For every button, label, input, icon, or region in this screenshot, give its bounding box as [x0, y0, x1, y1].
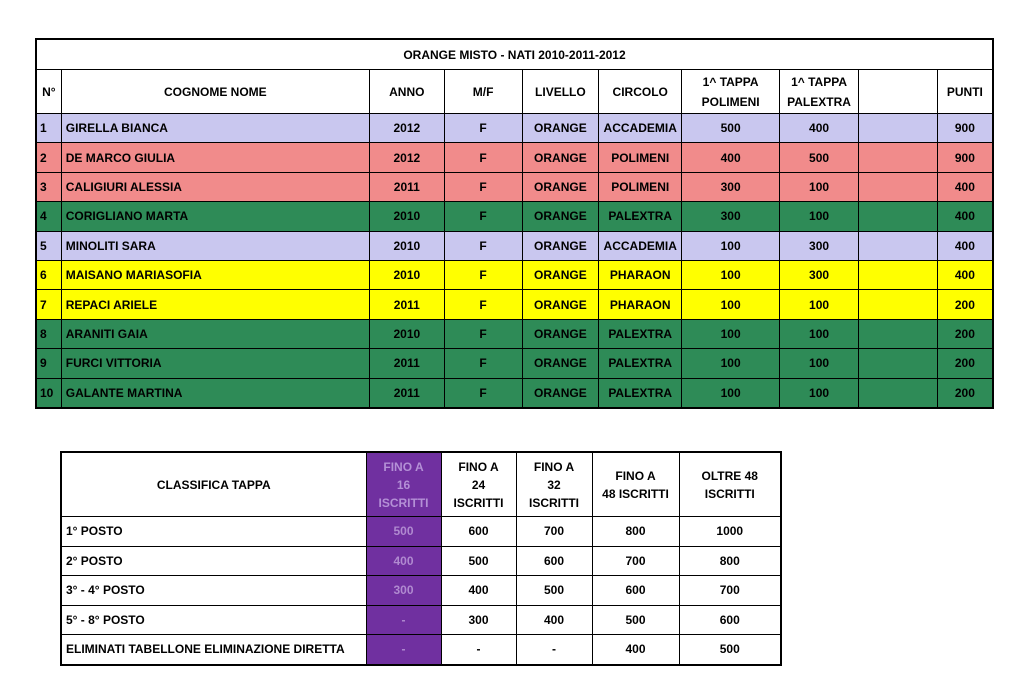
cell-position: 6 — [36, 260, 61, 289]
cell-stage1-points: 100 — [682, 290, 780, 319]
stage-header-16-line3: ISCRITTI — [378, 495, 429, 510]
ranking-row — [36, 290, 993, 319]
stage-header-16 — [366, 452, 441, 517]
cell-total-points: 200 — [937, 378, 993, 408]
ranking-row — [36, 202, 993, 231]
ranking-row — [36, 172, 993, 201]
cell-position: 5 — [36, 231, 61, 260]
cell-total-points: 400 — [937, 172, 993, 201]
cell-birth-year: 2011 — [369, 378, 444, 408]
header-sex: M/F — [444, 70, 522, 114]
stage-header-over48-line2: ISCRITTI — [704, 486, 755, 501]
stage-header-over48 — [679, 452, 781, 517]
cell-position: 4 — [36, 202, 61, 231]
header-stage2 — [780, 70, 859, 114]
ranking-row — [36, 378, 993, 408]
cell-blank — [858, 378, 937, 408]
cell-sex: F — [444, 143, 522, 172]
header-points: PUNTI — [937, 70, 993, 114]
header-stage2-line1: 1^ TAPPA — [791, 74, 847, 89]
cell-birth-year: 2010 — [369, 260, 444, 289]
cell-level: ORANGE — [522, 114, 599, 143]
cell-athlete-name: FURCI VITTORIA — [61, 349, 369, 378]
cell-position: 3 — [36, 172, 61, 201]
cell-stage1-points: 500 — [682, 114, 780, 143]
cell-level: ORANGE — [522, 143, 599, 172]
cell-position: 7 — [36, 290, 61, 319]
stage-cell-placement: 3° - 4° POSTO — [61, 576, 366, 606]
stage-cell-upto32: 600 — [516, 546, 592, 576]
header-stage1-line1: 1^ TAPPA — [702, 74, 759, 89]
cell-sex: F — [444, 290, 522, 319]
stage-cell-placement: 1° POSTO — [61, 517, 366, 547]
cell-position: 9 — [36, 349, 61, 378]
cell-club: POLIMENI — [599, 172, 682, 201]
header-stage1 — [682, 70, 780, 114]
cell-stage1-points: 100 — [682, 349, 780, 378]
header-club: CIRCOLO — [599, 70, 682, 114]
stage-header-32-line3: ISCRITTI — [529, 495, 579, 510]
cell-stage1-points: 100 — [682, 260, 780, 289]
cell-birth-year: 2012 — [369, 114, 444, 143]
stage-row — [61, 635, 781, 665]
cell-club: PALEXTRA — [599, 319, 682, 348]
header-pos: N° — [36, 70, 61, 114]
ranking-row — [36, 260, 993, 289]
cell-club: PALEXTRA — [599, 378, 682, 408]
cell-athlete-name: GIRELLA BIANCA — [61, 114, 369, 143]
cell-level: ORANGE — [522, 202, 599, 231]
header-stage2-line2: PALEXTRA — [787, 94, 851, 109]
cell-sex: F — [444, 378, 522, 408]
stage-cell-upto16: - — [366, 635, 441, 665]
cell-stage1-points: 100 — [682, 231, 780, 260]
cell-stage2-points: 100 — [780, 172, 859, 201]
cell-level: ORANGE — [522, 260, 599, 289]
cell-athlete-name: MINOLITI SARA — [61, 231, 369, 260]
stage-header-48 — [592, 452, 679, 517]
stage-points-table — [60, 451, 782, 666]
cell-sex: F — [444, 114, 522, 143]
stage-header-16-line2: 16 — [396, 477, 411, 492]
stage-header-over48-line1: OLTRE 48 — [701, 468, 758, 483]
stage-header-row — [61, 452, 781, 517]
cell-club: ACCADEMIA — [599, 231, 682, 260]
stage-cell-upto32: 700 — [516, 517, 592, 547]
cell-blank — [858, 202, 937, 231]
cell-stage1-points: 300 — [682, 172, 780, 201]
cell-blank — [858, 349, 937, 378]
cell-stage1-points: 100 — [682, 378, 780, 408]
cell-total-points: 400 — [937, 260, 993, 289]
cell-stage2-points: 100 — [780, 378, 859, 408]
stage-cell-upto24: 300 — [441, 605, 516, 635]
cell-stage2-points: 100 — [780, 349, 859, 378]
stage-row — [61, 546, 781, 576]
cell-athlete-name: CALIGIURI ALESSIA — [61, 172, 369, 201]
cell-blank — [858, 231, 937, 260]
cell-total-points: 900 — [937, 143, 993, 172]
cell-level: ORANGE — [522, 349, 599, 378]
cell-total-points: 400 — [937, 231, 993, 260]
stage-cell-placement: ELIMINATI TABELLONE ELIMINAZIONE DIRETTA — [61, 635, 366, 665]
stage-cell-over48: 1000 — [679, 517, 781, 547]
header-empty — [858, 70, 937, 114]
cell-athlete-name: REPACI ARIELE — [61, 290, 369, 319]
stage-cell-upto48: 400 — [592, 635, 679, 665]
stage-header-24 — [441, 452, 516, 517]
cell-blank — [858, 290, 937, 319]
stage-header-label: CLASSIFICA TAPPA — [61, 452, 366, 517]
header-stage1-line2: POLIMENI — [701, 94, 760, 109]
stage-cell-upto32: - — [516, 635, 592, 665]
cell-athlete-name: DE MARCO GIULIA — [61, 143, 369, 172]
cell-sex: F — [444, 202, 522, 231]
cell-sex: F — [444, 231, 522, 260]
stage-cell-upto16: 500 — [366, 517, 441, 547]
cell-total-points: 200 — [937, 319, 993, 348]
stage-cell-upto16: - — [366, 605, 441, 635]
cell-total-points: 900 — [937, 114, 993, 143]
stage-cell-placement: 2° POSTO — [61, 546, 366, 576]
cell-stage2-points: 400 — [780, 114, 859, 143]
cell-total-points: 200 — [937, 349, 993, 378]
cell-birth-year: 2011 — [369, 290, 444, 319]
cell-total-points: 400 — [937, 202, 993, 231]
cell-stage1-points: 100 — [682, 319, 780, 348]
stage-header-32 — [516, 452, 592, 517]
cell-blank — [858, 114, 937, 143]
stage-header-24-line1: FINO A — [458, 459, 499, 474]
ranking-table — [35, 38, 994, 409]
cell-club: ACCADEMIA — [599, 114, 682, 143]
stage-row — [61, 576, 781, 606]
stage-cell-upto24: 400 — [441, 576, 516, 606]
stage-cell-upto48: 700 — [592, 546, 679, 576]
cell-blank — [858, 319, 937, 348]
ranking-row — [36, 114, 993, 143]
cell-total-points: 200 — [937, 290, 993, 319]
cell-birth-year: 2011 — [369, 349, 444, 378]
cell-position: 1 — [36, 114, 61, 143]
cell-athlete-name: CORIGLIANO MARTA — [61, 202, 369, 231]
cell-birth-year: 2010 — [369, 202, 444, 231]
cell-stage2-points: 300 — [780, 260, 859, 289]
stage-cell-upto24: 500 — [441, 546, 516, 576]
cell-stage2-points: 100 — [780, 319, 859, 348]
cell-level: ORANGE — [522, 319, 599, 348]
cell-athlete-name: MAISANO MARIASOFIA — [61, 260, 369, 289]
cell-stage2-points: 500 — [780, 143, 859, 172]
cell-club: POLIMENI — [599, 143, 682, 172]
stage-header-48-line1: FINO A — [615, 468, 656, 483]
cell-club: PHARAON — [599, 260, 682, 289]
cell-blank — [858, 260, 937, 289]
stage-cell-upto16: 300 — [366, 576, 441, 606]
stage-cell-upto16: 400 — [366, 546, 441, 576]
cell-level: ORANGE — [522, 231, 599, 260]
ranking-title: ORANGE MISTO - NATI 2010-2011-2012 — [36, 39, 993, 70]
cell-sex: F — [444, 172, 522, 201]
stage-cell-upto24: 600 — [441, 517, 516, 547]
cell-stage2-points: 100 — [780, 290, 859, 319]
stage-cell-upto48: 800 — [592, 517, 679, 547]
stage-cell-upto48: 600 — [592, 576, 679, 606]
stage-header-32-line1: FINO A — [533, 459, 575, 474]
cell-stage2-points: 100 — [780, 202, 859, 231]
cell-stage1-points: 300 — [682, 202, 780, 231]
header-year: ANNO — [369, 70, 444, 114]
cell-position: 10 — [36, 378, 61, 408]
stage-header-48-line2: 48 ISCRITTI — [602, 486, 669, 501]
ranking-header-row — [36, 70, 993, 114]
header-level: LIVELLO — [522, 70, 599, 114]
cell-birth-year: 2010 — [369, 231, 444, 260]
ranking-row — [36, 143, 993, 172]
cell-level: ORANGE — [522, 290, 599, 319]
ranking-row — [36, 231, 993, 260]
cell-blank — [858, 143, 937, 172]
cell-athlete-name: ARANITI GAIA — [61, 319, 369, 348]
cell-athlete-name: GALANTE MARTINA — [61, 378, 369, 408]
stage-row — [61, 605, 781, 635]
cell-blank — [858, 172, 937, 201]
cell-sex: F — [444, 349, 522, 378]
stage-header-16-line1: FINO A — [383, 459, 424, 474]
cell-stage2-points: 300 — [780, 231, 859, 260]
cell-level: ORANGE — [522, 378, 599, 408]
cell-position: 2 — [36, 143, 61, 172]
stage-cell-over48: 800 — [679, 546, 781, 576]
cell-club: PHARAON — [599, 290, 682, 319]
cell-sex: F — [444, 319, 522, 348]
stage-cell-over48: 600 — [679, 605, 781, 635]
stage-cell-upto48: 500 — [592, 605, 679, 635]
cell-sex: F — [444, 260, 522, 289]
stage-cell-over48: 700 — [679, 576, 781, 606]
cell-birth-year: 2010 — [369, 319, 444, 348]
cell-birth-year: 2012 — [369, 143, 444, 172]
stage-header-32-line2: 32 — [547, 477, 561, 492]
stage-cell-placement: 5° - 8° POSTO — [61, 605, 366, 635]
stage-cell-over48: 500 — [679, 635, 781, 665]
ranking-row — [36, 349, 993, 378]
cell-position: 8 — [36, 319, 61, 348]
stage-header-24-line3: ISCRITTI — [453, 495, 504, 510]
cell-birth-year: 2011 — [369, 172, 444, 201]
cell-club: PALEXTRA — [599, 349, 682, 378]
stage-row — [61, 517, 781, 547]
stage-header-24-line2: 24 — [471, 477, 486, 492]
stage-cell-upto24: - — [441, 635, 516, 665]
ranking-row — [36, 319, 993, 348]
cell-stage1-points: 400 — [682, 143, 780, 172]
stage-cell-upto32: 400 — [516, 605, 592, 635]
cell-level: ORANGE — [522, 172, 599, 201]
cell-club: PALEXTRA — [599, 202, 682, 231]
stage-cell-upto32: 500 — [516, 576, 592, 606]
header-name: COGNOME NOME — [61, 70, 369, 114]
